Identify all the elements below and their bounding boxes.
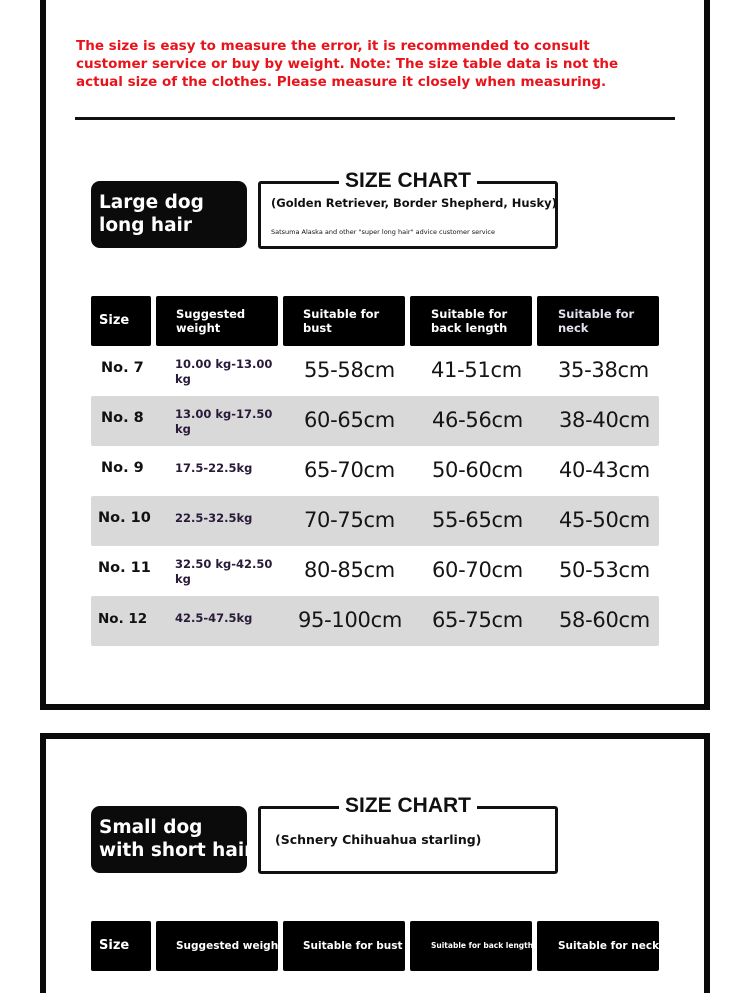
cell-size: No. 9: [101, 460, 144, 476]
header-bust: Suitable for bust: [283, 921, 405, 971]
cell-neck: 38-40cm: [559, 408, 650, 432]
breed-list: (Schnery Chihuahua starling): [275, 832, 482, 847]
header-size: Size: [91, 921, 151, 971]
header-weight: Suggested weight: [156, 921, 278, 971]
long-hair-note: Satsuma Alaska and other "super long hair" advice customer service: [271, 228, 495, 236]
cell-bust: 60-65cm: [304, 408, 395, 432]
header-bust: Suitable for bust: [283, 296, 405, 346]
header-weight: Suggested weight: [156, 296, 278, 346]
header-size: Size: [91, 296, 151, 346]
dog-type-line1: Large dog: [99, 192, 204, 213]
cell-size: No. 12: [98, 611, 148, 627]
header-neck: Suitable for neck: [537, 921, 659, 971]
cell-weight: 32.50 kg-42.50 kg: [175, 557, 273, 586]
cell-weight: 17.5-22.5kg: [175, 461, 253, 475]
cell-neck: 50-53cm: [559, 558, 650, 582]
cell-back: 46-56cm: [432, 408, 523, 432]
cell-size: No. 7: [101, 360, 144, 376]
dog-type-line2: long hair: [99, 215, 193, 236]
cell-neck: 40-43cm: [559, 458, 650, 482]
cell-weight: 13.00 kg-17.50 kg: [175, 407, 273, 436]
cell-size: No. 8: [101, 410, 144, 426]
size-chart-title: SIZE CHART: [339, 168, 477, 194]
cell-size: No. 11: [98, 560, 151, 576]
measurement-notice: The size is easy to measure the error, it is recommended to consult customer service or buy by weight. Note: The size table data is not the actual size of the clothes. Please measure it closely when measuring.: [76, 38, 619, 90]
divider: [75, 117, 675, 120]
cell-neck: 58-60cm: [559, 608, 650, 632]
header-back-length: Suitable for back length: [410, 296, 532, 346]
cell-back: 50-60cm: [432, 458, 523, 482]
size-chart-box: [258, 169, 558, 249]
cell-back: 60-70cm: [432, 558, 523, 582]
size-chart-box: [258, 794, 558, 874]
cell-back: 41-51cm: [431, 358, 522, 382]
cell-bust: 80-85cm: [304, 558, 395, 582]
cell-bust: 65-70cm: [304, 458, 395, 482]
cell-back: 55-65cm: [432, 508, 523, 532]
cell-bust: 55-58cm: [304, 358, 395, 382]
dog-type-line1: Small dog: [99, 817, 203, 838]
cell-weight: 10.00 kg-13.00 kg: [175, 357, 273, 386]
header-back-length: Suitable for back length: [410, 921, 532, 971]
cell-weight: 22.5-32.5kg: [175, 511, 253, 525]
cell-bust: 95-100cm: [298, 608, 402, 632]
header-neck: Suitable for neck: [537, 296, 659, 346]
cell-back: 65-75cm: [432, 608, 523, 632]
cell-weight: 42.5-47.5kg: [175, 611, 253, 625]
cell-size: No. 10: [98, 510, 151, 526]
dog-type-label: [91, 181, 247, 248]
dog-type-line2: with short hair: [99, 840, 254, 861]
cell-neck: 45-50cm: [559, 508, 650, 532]
cell-bust: 70-75cm: [304, 508, 395, 532]
cell-neck: 35-38cm: [558, 358, 649, 382]
size-chart-title: SIZE CHART: [339, 793, 477, 819]
dog-type-label: [91, 806, 254, 873]
breed-list: (Golden Retriever, Border Shepherd, Husky): [271, 196, 557, 210]
